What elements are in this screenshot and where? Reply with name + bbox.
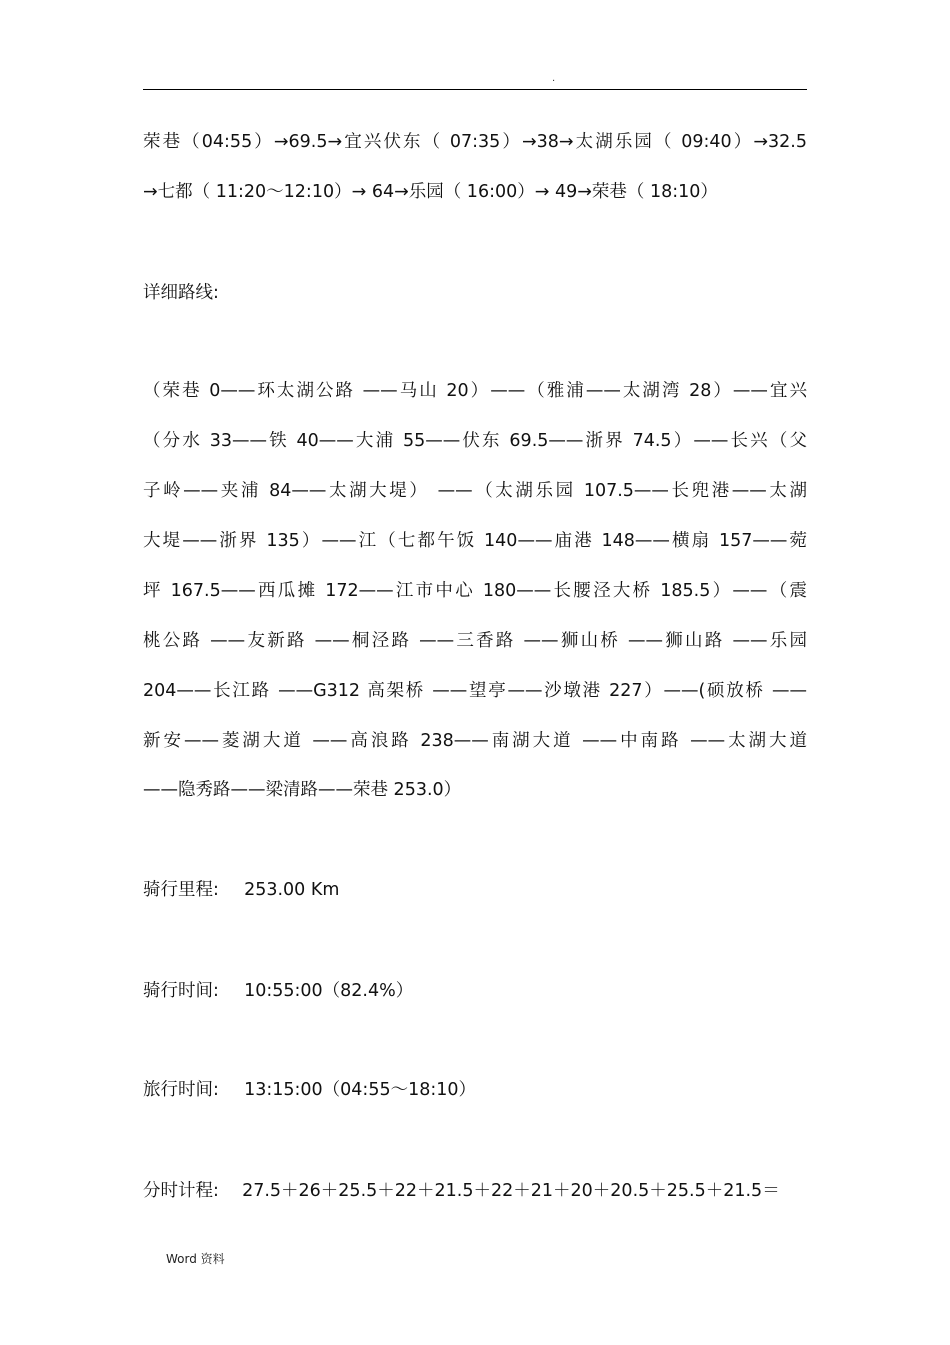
detail-line-8: 新安——菱湖大道 ——高浪路 238——南湖大道 ——中南路 ——太湖大道 xyxy=(143,731,807,751)
hourly-row xyxy=(143,1180,807,1202)
header-rule xyxy=(143,89,807,90)
detail-heading: 详细路线: xyxy=(143,283,219,303)
detail-line-1: （荣巷 0——环太湖公路 ——马山 20）——（雅浦——太湖湾 28）——宜兴 xyxy=(143,381,807,401)
distance-label: 骑行里程: xyxy=(143,880,219,900)
header-dot: . xyxy=(552,73,556,84)
detail-line-2: （分水 33——铁 40——大浦 55——伏东 69.5——浙界 74.5）——长兴（父 xyxy=(143,431,807,451)
ride-time-value: 10:55:00（82.4%） xyxy=(244,981,414,1001)
travel-time-value: 13:15:00（04:55～18:10） xyxy=(244,1080,477,1100)
detail-line-5: 坪 167.5——西瓜摊 172——江市中心 180——长腰泾大桥 185.5）——（震 xyxy=(143,581,807,601)
distance-row xyxy=(143,879,807,901)
detail-line-6: 桃公路 ——友新路 ——桐泾路 ——三香路 ——狮山桥 ——狮山路 ——乐园 xyxy=(143,631,807,651)
hourly-value: 27.5＋26＋25.5＋22＋21.5＋22＋21＋20＋20.5＋25.5＋21.5＝ xyxy=(242,1181,780,1201)
distance-value: 253.00 Km xyxy=(244,880,340,900)
travel-time-row xyxy=(143,1079,807,1101)
summary-line-2: →七都（ 11:20～12:10）→ 64→乐园（ 16:00）→ 49→荣巷（ 18:10） xyxy=(143,182,718,202)
travel-time-label: 旅行时间: xyxy=(143,1080,219,1100)
summary-line-1: 荣巷（04:55）→69.5→宜兴伏东（ 07:35）→38→太湖乐园（ 09:40）→32.5 xyxy=(143,132,807,152)
ride-time-label: 骑行时间: xyxy=(143,981,219,1001)
ride-time-row xyxy=(143,980,807,1002)
detail-line-7: 204——长江路 ——G312 高架桥 ——望亭——沙墩港 227）——(硕放桥 —— xyxy=(143,681,807,701)
footer-label: Word 资料 xyxy=(166,1252,225,1266)
detail-line-9: ——隐秀路——梁清路——荣巷 253.0） xyxy=(143,780,462,800)
hourly-label: 分时计程: xyxy=(143,1181,219,1201)
detail-line-4: 大堤——浙界 135）——江（七都午饭 140——庙港 148——横扇 157——菀 xyxy=(143,531,807,551)
detail-line-3: 子岭——夹浦 84——太湖大堤） ——（太湖乐园 107.5——长兜港——太湖 xyxy=(143,481,807,501)
